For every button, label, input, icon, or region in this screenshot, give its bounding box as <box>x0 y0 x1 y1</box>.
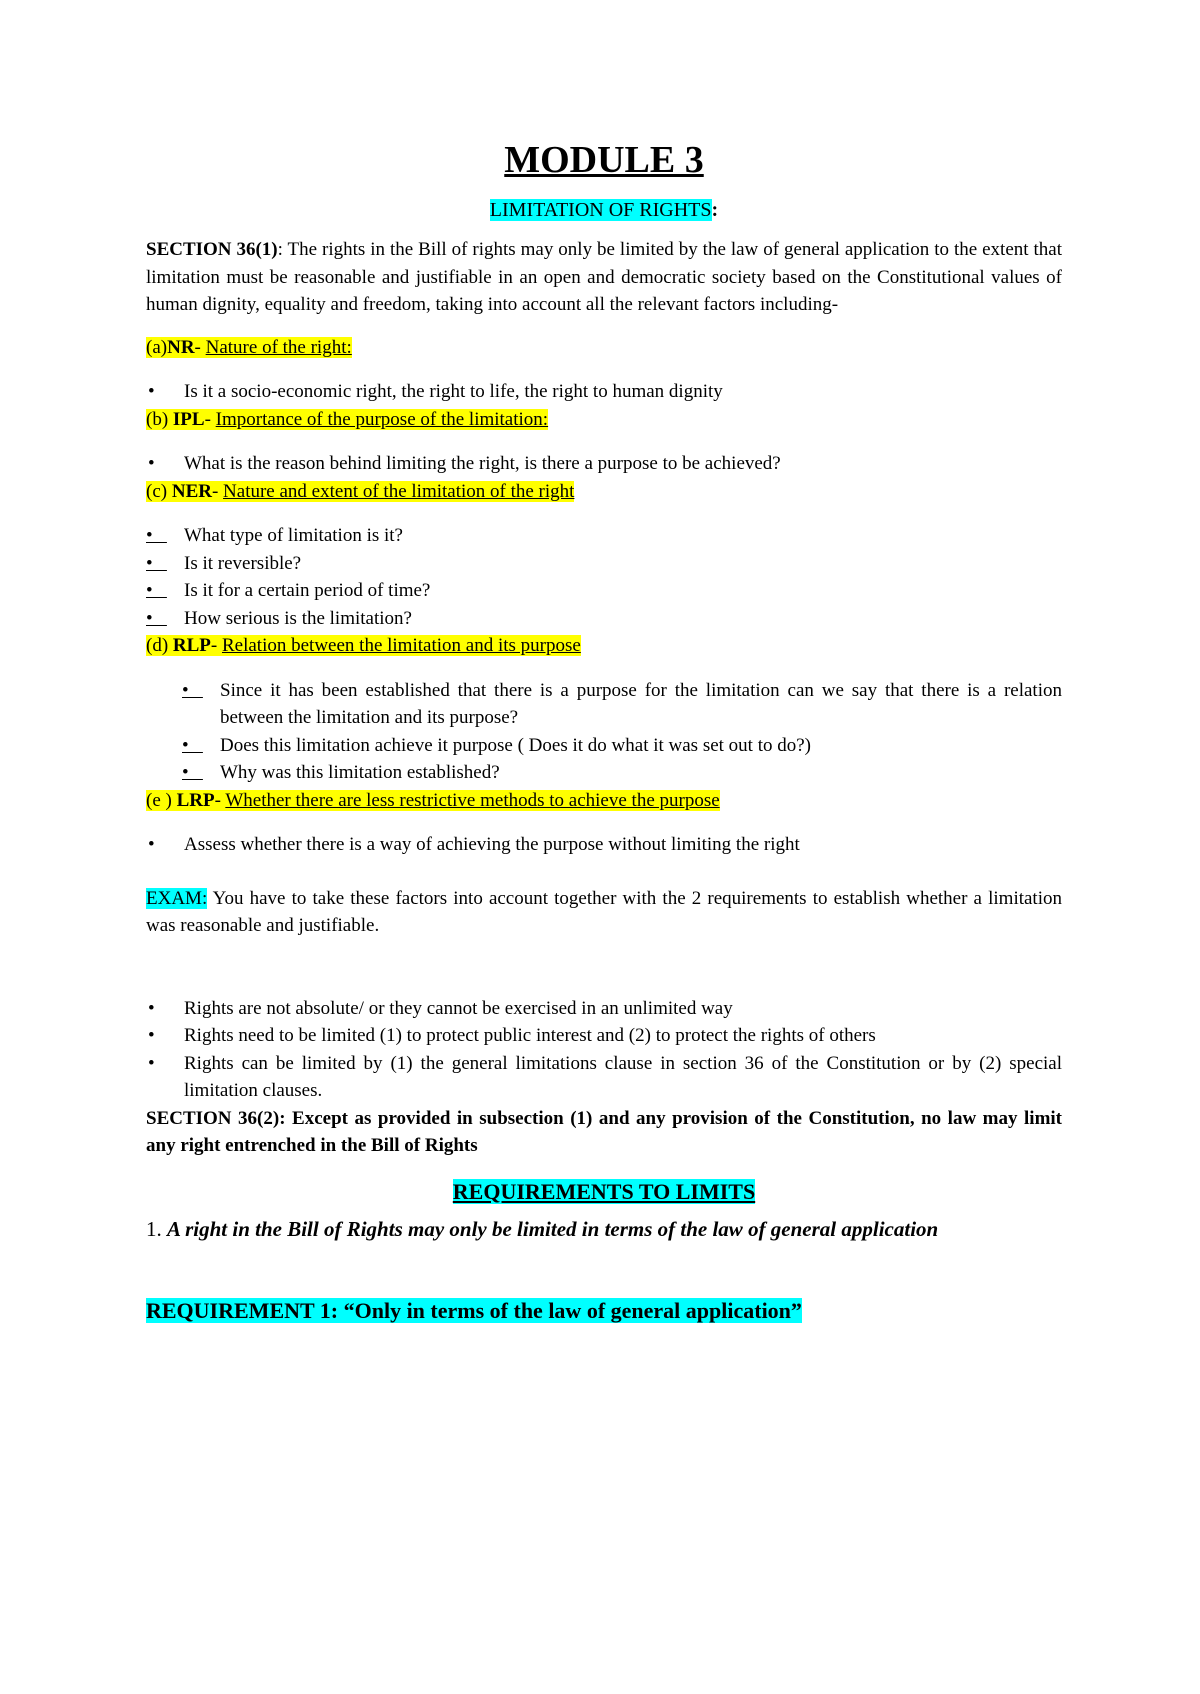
factor-e-heading <box>146 787 1062 815</box>
list-item: • Rights need to be limited (1) to protect public interest and (2) to protect the rights of others <box>146 1022 1062 1050</box>
exam-text: You have to take these factors into account together with the 2 requirements to establish whether a limitation was reasonable and justifiable. <box>146 887 1062 936</box>
list-item: • How serious is the limitation? <box>146 605 1062 633</box>
exam-label: EXAM: <box>146 887 208 909</box>
requirement-1-heading <box>146 1296 1062 1326</box>
factor-c-heading <box>146 478 1062 506</box>
factor-c-prefix: (c) <box>146 480 172 502</box>
list-item: • Assess whether there is a way of achieving the purpose without limiting the right <box>146 831 1062 859</box>
factor-d-code: RLP <box>172 635 211 656</box>
factor-e-code: LRP <box>176 789 215 811</box>
factor-c-dash: - <box>211 480 224 502</box>
factor-b-code: IPL <box>172 408 205 430</box>
factor-e-prefix: (e ) <box>146 789 177 811</box>
factor-d-title: Relation between the limitation and its purpose <box>221 635 581 656</box>
list-item: • Why was this limitation established? <box>146 759 1062 787</box>
factor-d-dash: - <box>210 635 222 656</box>
section-36-2-label: SECTION 36(2) <box>146 1107 280 1129</box>
requirements-heading-text: REQUIREMENTS TO LIMITS <box>452 1178 756 1204</box>
factor-c-list <box>146 522 1062 632</box>
bullet-icon: • <box>146 580 167 601</box>
bullet-icon: • <box>182 679 203 701</box>
section-36-1-label: SECTION 36(1) <box>146 239 278 260</box>
factor-b-title: Importance of the purpose of the limitation: <box>215 408 549 430</box>
list-item: • Is it reversible? <box>146 550 1062 578</box>
bullet-icon: • <box>146 525 167 546</box>
list-item: • Since it has been established that there is a purpose for the limitation can we say that there is a relation between the limitation and its purpose? <box>146 677 1062 732</box>
factor-c-title: Nature and extent of the limitation of the right <box>223 480 575 502</box>
section-36-2-paragraph <box>146 1105 1062 1160</box>
bullet-icon: • <box>148 1052 155 1074</box>
bullet-icon: • <box>148 834 155 855</box>
bullet-icon: • <box>146 607 167 629</box>
section-subtitle <box>146 196 1062 224</box>
factor-e-dash: - <box>214 789 226 811</box>
document-page <box>146 138 1062 1326</box>
factor-a-title: Nature of the right: <box>205 336 352 358</box>
exam-paragraph <box>146 885 1062 940</box>
section-36-1-text: : The rights in the Bill of rights may only be limited by the law of general application to the extent that limitation must be reasonable and justifiable in an open and democratic society based on the Constitutional values of human dignity, equality and freedom, taking into account all the relevant factors including- <box>146 239 1062 315</box>
factor-b-prefix: (b) <box>146 408 173 430</box>
list-item: • Rights are not absolute/ or they cannot be exercised in an unlimited way <box>146 995 1062 1023</box>
factor-d-list <box>146 677 1062 787</box>
factor-d-heading <box>146 632 1062 660</box>
requirement-item-number: 1. <box>146 1216 167 1241</box>
requirement-item-1 <box>146 1215 1062 1244</box>
factor-a-heading <box>146 334 1062 362</box>
list-item: • What is the reason behind limiting the right, is there a purpose to be achieved? <box>146 450 1062 478</box>
subtitle-text: LIMITATION OF RIGHTS <box>489 199 712 221</box>
factor-d-prefix: (d) <box>146 635 173 656</box>
section-36-1-paragraph <box>146 236 1062 319</box>
requirement-item-text: A right in the Bill of Rights may only be limited in terms of the law of general application <box>167 1216 939 1241</box>
factor-a-code: NR <box>167 336 195 358</box>
bullet-icon: • <box>148 1025 155 1046</box>
requirement-1-text: REQUIREMENT 1: “Only in terms of the law of general application” <box>146 1297 802 1323</box>
list-item: • Rights can be limited by (1) the general limitations clause in section 36 of the Constitution or by (2) special limitation clauses. <box>146 1050 1062 1105</box>
general-bullets-list <box>146 995 1062 1105</box>
bullet-icon: • <box>148 997 155 1019</box>
section-36-2-text: : Except as provided in subsection (1) and any provision of the Constitution, no law may limit any right entrenched in the Bill of Rights <box>146 1107 1063 1156</box>
subtitle-colon: : <box>711 199 719 221</box>
factor-c-code: NER <box>171 480 212 502</box>
factor-b-heading <box>146 406 1062 434</box>
list-item: • Does this limitation achieve it purpose ( Does it do what it was set out to do?) <box>146 732 1062 760</box>
list-item: • Is it a socio-economic right, the right to life, the right to human dignity <box>146 378 1062 406</box>
bullet-icon: • <box>148 453 155 474</box>
bullet-icon: • <box>182 734 203 756</box>
bullet-icon: • <box>148 381 155 402</box>
factor-e-title: Whether there are less restrictive methods to achieve the purpose <box>225 789 720 811</box>
factor-a-prefix: (a) <box>146 336 168 358</box>
list-item: • Is it for a certain period of time? <box>146 577 1062 605</box>
factor-b-dash: - <box>204 408 216 430</box>
list-item: • What type of limitation is it? <box>146 522 1062 550</box>
bullet-icon: • <box>146 552 167 574</box>
factor-a-dash: - <box>194 336 206 358</box>
page-title: MODULE 3 <box>504 139 704 181</box>
requirements-heading <box>146 1177 1062 1207</box>
factor-a-list <box>146 378 1062 406</box>
factor-e-list <box>146 831 1062 859</box>
bullet-icon: • <box>182 762 203 783</box>
factor-b-list <box>146 450 1062 478</box>
